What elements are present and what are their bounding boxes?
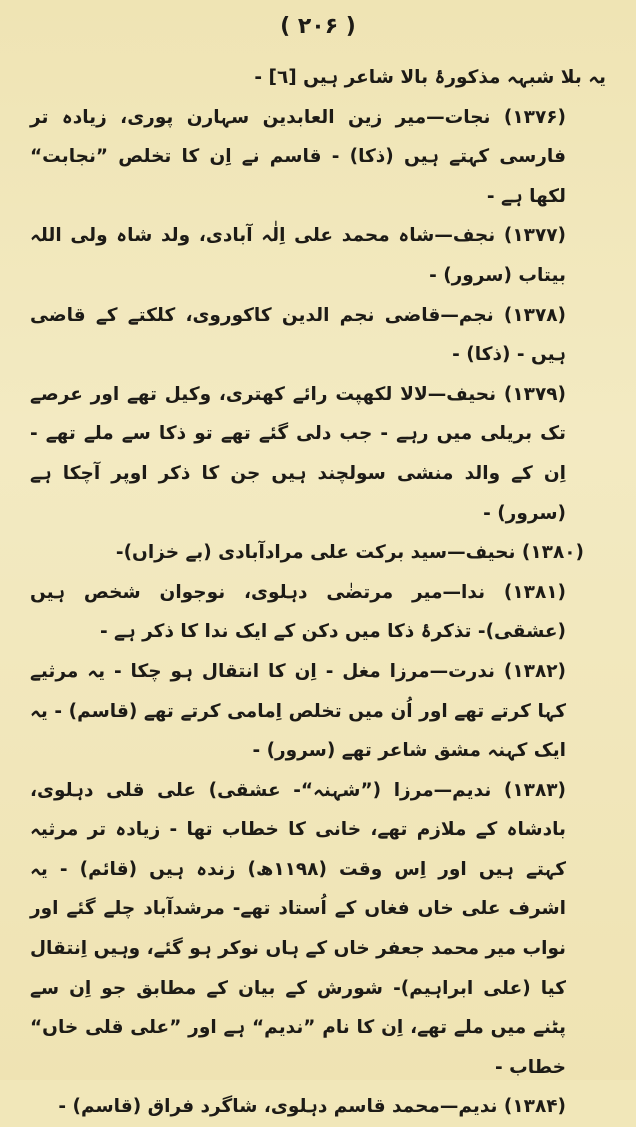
entry-1383: (۱۳۸۳) ندیم—مرزا (”شہنہ“- عشقی) علی قلی دہلوی، بادشاہ کے ملازم تھے، خانی کا خطاب تھا - زیادہ تر مرثیہ کہتے ہیں اور اِس وقت (۱۱۹۸ھ) زندہ ہیں (قائم) - یہ اشرف علی خاں فغاں کے اُستاد تھے- مرشدآباد چلے گئے اور نواب میر محمد جعفر خاں کے ہاں نوکر ہو گئے، وہیں اِنتقال کیا (علی ابراہیم)- شورش کے بیان کے مطابق جو اِن سے پٹنے میں ملے تھے، اِن کا نام ”ندیم“ ہے اور ”علی قلی خاں“ خطاب - (30, 779, 566, 1078)
entry-1380: (۱۳۸۰) نحیف—سید برکت علی مرادآبادی (بے خزاں)- (115, 542, 584, 564)
page-body (30, 58, 606, 1127)
page-number: ( ۲۰۶ ) (280, 14, 356, 39)
entry-1378: (۱۳۷۸) نجم—قاضی نجم الدین کاکوروی، کلکتے کے قاضی ہیں - (ذکا) - (30, 304, 566, 366)
entry-1384: (۱۳۸۴) ندیم—محمد قاسم دہلوی، شاگرد فراق (قاسم) - (58, 1096, 566, 1118)
entry-1382: (۱۳۸۲) ندرت—مرزا مغل - اِن کا انتقال ہو چکا - یہ مرثیے کہا کرتے تھے اور اُن میں تخلص اِمامی کرتے تھے (قاسم) - یہ ایک کہنہ مشق شاعر تھے (سرور) - (30, 660, 566, 762)
entry-1376: (۱۳۷۶) نجات—میر زین العابدین سہارن پوری، زیادہ تر فارسی کہتے ہیں (ذکا) - قاسم نے اِن کا تخلص ”نجابت“ لکھا ہے - (30, 106, 566, 207)
paragraph-intro: یہ بلا شبہہ مذکورۂ بالا شاعر ہیں [٦] - (254, 67, 606, 88)
entry-1379: (۱۳۷۹) نحیف—لالا لکھپت رائے کھتری، وکیل تھے اور عرصے تک بریلی میں رہے - جب دلی گئے تھے تو ذکا سے ملے تھے - اِن کے والد منشی سولچند ہیں جن کا ذکر اوپر آچکا ہے (سرور) - (30, 383, 566, 524)
entry-1381: (۱۳۸۱) ندا—میر مرتضٰی دہلوی، نوجوان شخص ہیں (عشقی)- تذکرۂ ذکا میں دکن کے ایک ندا کا ذکر ہے - (30, 581, 566, 643)
entry-1377: (۱۳۷۷) نجف—شاہ محمد علی اِلٰہ آبادی، ولد شاہ ولی اللہ بیتاب (سرور) - (30, 225, 566, 286)
